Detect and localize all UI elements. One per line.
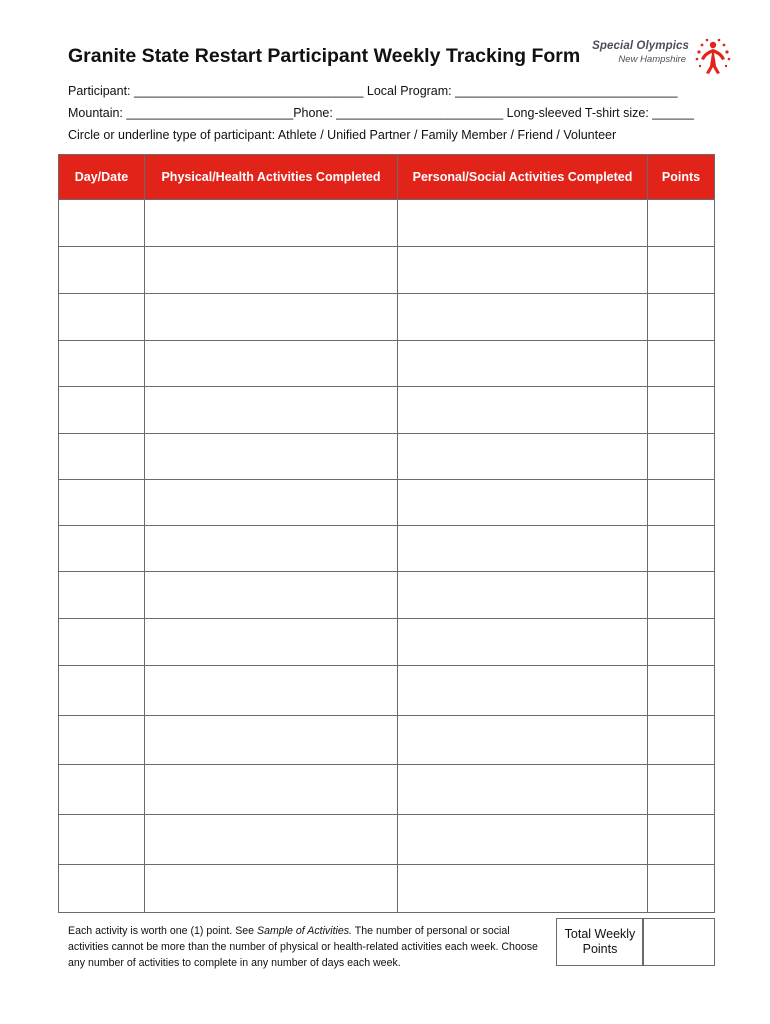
physical-health-cell[interactable] bbox=[145, 341, 398, 387]
table-row bbox=[59, 247, 715, 294]
total-weekly-points-field[interactable] bbox=[642, 918, 715, 966]
physical-health-cell[interactable] bbox=[145, 200, 398, 247]
points-cell[interactable] bbox=[648, 716, 715, 765]
physical-health-cell[interactable] bbox=[145, 619, 398, 666]
note-part-2: The number of personal or social activities cannot be more than the number of physical or health-related activities each week. Choose any number of activities to complete in any number of days each week. bbox=[68, 925, 538, 969]
personal-social-cell[interactable] bbox=[398, 666, 648, 716]
points-cell[interactable] bbox=[648, 480, 715, 526]
header-day-date: Day/Date bbox=[59, 155, 145, 200]
day-date-cell[interactable] bbox=[59, 387, 145, 434]
physical-health-cell[interactable] bbox=[145, 572, 398, 619]
day-date-cell[interactable] bbox=[59, 341, 145, 387]
header-personal-social: Personal/Social Activities Completed bbox=[398, 155, 648, 200]
total-weekly-points-label bbox=[556, 918, 644, 966]
personal-social-cell[interactable] bbox=[398, 815, 648, 865]
note-part-1: Each activity is worth one (1) point. See bbox=[68, 925, 258, 937]
table-row bbox=[59, 865, 715, 913]
table-row bbox=[59, 716, 715, 765]
personal-social-cell[interactable] bbox=[398, 247, 648, 294]
day-date-cell[interactable] bbox=[59, 247, 145, 294]
day-date-cell[interactable] bbox=[59, 480, 145, 526]
day-date-cell[interactable] bbox=[59, 865, 145, 913]
header-points: Points bbox=[648, 155, 715, 200]
day-date-cell[interactable] bbox=[59, 716, 145, 765]
points-cell[interactable] bbox=[648, 619, 715, 666]
physical-health-cell[interactable] bbox=[145, 716, 398, 765]
table-row bbox=[59, 619, 715, 666]
points-cell[interactable] bbox=[648, 341, 715, 387]
table-row bbox=[59, 387, 715, 434]
table-row bbox=[59, 666, 715, 716]
total-label-line-1: Total Weekly bbox=[564, 927, 636, 941]
note-italic-reference: Sample of Activities. bbox=[257, 925, 353, 937]
points-cell[interactable] bbox=[648, 526, 715, 572]
day-date-cell[interactable] bbox=[59, 200, 145, 247]
day-date-cell[interactable] bbox=[59, 294, 145, 341]
personal-social-cell[interactable] bbox=[398, 480, 648, 526]
participant-type-line[interactable]: Circle or underline type of participant: Athlete / Unified Partner / Family Member / Friend / Volunteer bbox=[68, 128, 617, 142]
personal-social-cell[interactable] bbox=[398, 765, 648, 815]
physical-health-cell[interactable] bbox=[145, 434, 398, 480]
table-row bbox=[59, 294, 715, 341]
participant-program-line[interactable]: Participant: _________________________________ Local Program: ________________________________ bbox=[68, 84, 678, 98]
personal-social-cell[interactable] bbox=[398, 619, 648, 666]
table-row bbox=[59, 572, 715, 619]
instructions-note bbox=[68, 923, 548, 971]
mountain-phone-shirt-line[interactable]: Mountain: ________________________Phone: ________________________ Long-sleeved T-shirt size: ______ bbox=[68, 106, 695, 120]
personal-social-cell[interactable] bbox=[398, 572, 648, 619]
physical-health-cell[interactable] bbox=[145, 865, 398, 913]
points-cell[interactable] bbox=[648, 765, 715, 815]
tracking-table bbox=[58, 154, 715, 913]
points-cell[interactable] bbox=[648, 387, 715, 434]
personal-social-cell[interactable] bbox=[398, 294, 648, 341]
physical-health-cell[interactable] bbox=[145, 387, 398, 434]
points-cell[interactable] bbox=[648, 572, 715, 619]
table-row bbox=[59, 200, 715, 247]
total-label-line-2: Points bbox=[582, 942, 618, 956]
personal-social-cell[interactable] bbox=[398, 434, 648, 480]
physical-health-cell[interactable] bbox=[145, 294, 398, 341]
special-olympics-emblem-icon bbox=[693, 36, 733, 76]
form-title: Granite State Restart Participant Weekly Tracking Form bbox=[68, 45, 581, 67]
day-date-cell[interactable] bbox=[59, 619, 145, 666]
table-row bbox=[59, 480, 715, 526]
header-physical-health: Physical/Health Activities Completed bbox=[145, 155, 398, 200]
points-cell[interactable] bbox=[648, 815, 715, 865]
physical-health-cell[interactable] bbox=[145, 247, 398, 294]
points-cell[interactable] bbox=[648, 294, 715, 341]
personal-social-cell[interactable] bbox=[398, 341, 648, 387]
table-header-row bbox=[59, 155, 715, 200]
physical-health-cell[interactable] bbox=[145, 526, 398, 572]
table-row bbox=[59, 526, 715, 572]
points-cell[interactable] bbox=[648, 666, 715, 716]
day-date-cell[interactable] bbox=[59, 572, 145, 619]
table-row bbox=[59, 434, 715, 480]
physical-health-cell[interactable] bbox=[145, 765, 398, 815]
personal-social-cell[interactable] bbox=[398, 387, 648, 434]
logo-line-1: Special Olympics bbox=[592, 40, 689, 52]
logo-line-2: New Hampshire bbox=[618, 54, 686, 65]
physical-health-cell[interactable] bbox=[145, 666, 398, 716]
physical-health-cell[interactable] bbox=[145, 815, 398, 865]
table-row bbox=[59, 341, 715, 387]
points-cell[interactable] bbox=[648, 200, 715, 247]
physical-health-cell[interactable] bbox=[145, 480, 398, 526]
personal-social-cell[interactable] bbox=[398, 200, 648, 247]
day-date-cell[interactable] bbox=[59, 765, 145, 815]
table-row bbox=[59, 815, 715, 865]
day-date-cell[interactable] bbox=[59, 815, 145, 865]
points-cell[interactable] bbox=[648, 247, 715, 294]
day-date-cell[interactable] bbox=[59, 666, 145, 716]
points-cell[interactable] bbox=[648, 865, 715, 913]
points-cell[interactable] bbox=[648, 434, 715, 480]
table-row bbox=[59, 765, 715, 815]
personal-social-cell[interactable] bbox=[398, 716, 648, 765]
special-olympics-logo bbox=[583, 36, 733, 78]
day-date-cell[interactable] bbox=[59, 434, 145, 480]
day-date-cell[interactable] bbox=[59, 526, 145, 572]
personal-social-cell[interactable] bbox=[398, 526, 648, 572]
personal-social-cell[interactable] bbox=[398, 865, 648, 913]
